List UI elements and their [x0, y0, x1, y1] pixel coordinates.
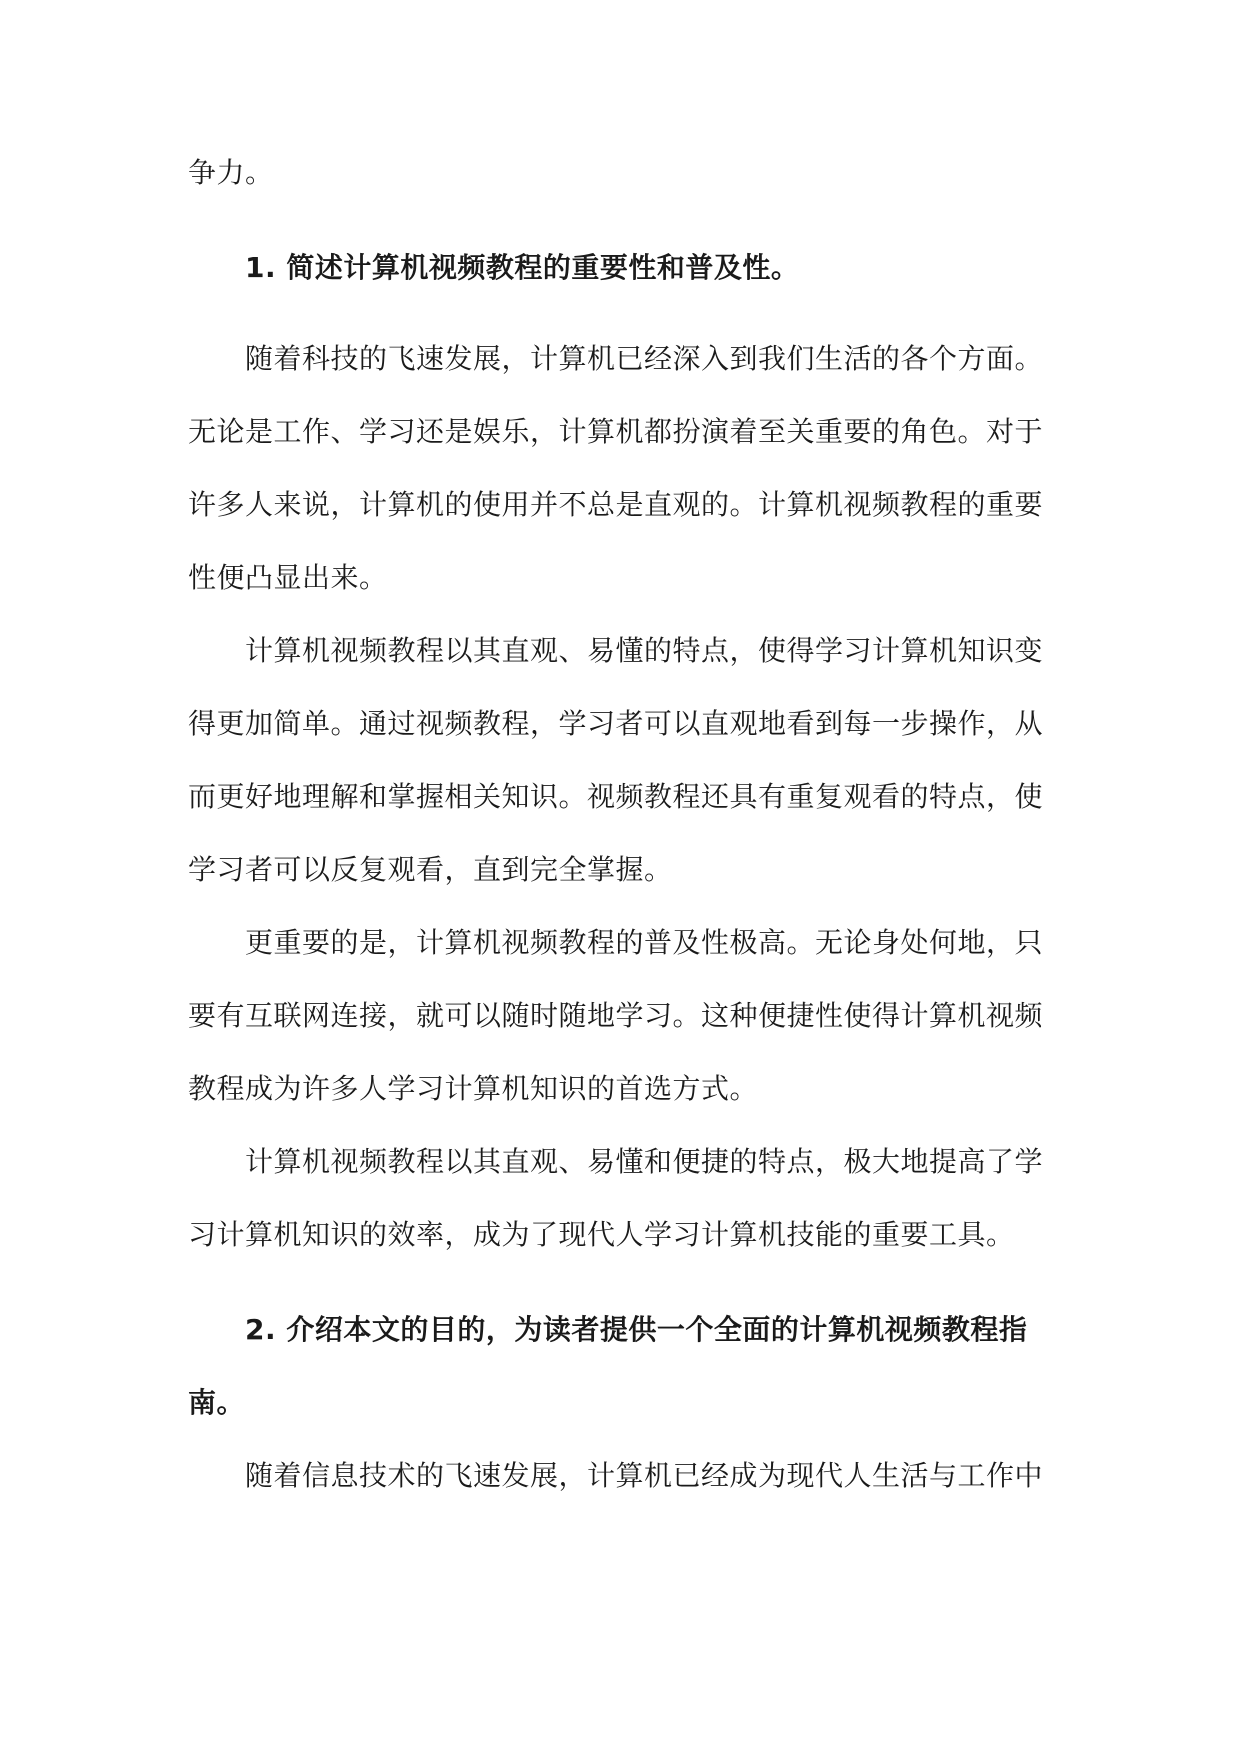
text-line: 随着信息技术的飞速发展，计算机已经成为现代人生活与工作中 [245, 1459, 1044, 1492]
text-line: 教程成为许多人学习计算机知识的首选方式。 [188, 1072, 759, 1105]
text-line: 得更加简单。通过视频教程，学习者可以直观地看到每一步操作，从 [188, 707, 1044, 740]
paragraph-gap [188, 304, 1056, 322]
text-line: 学习者可以反复观看，直到完全掌握。 [188, 853, 673, 886]
text-line: 争力。 [188, 156, 274, 189]
text-line: 而更好地理解和掌握相关知识。视频教程还具有重复观看的特点，使 [188, 780, 1044, 813]
paragraph-gap [188, 209, 1056, 231]
text-line: 随着科技的飞速发展，计算机已经深入到我们生活的各个方面。 [245, 342, 1044, 375]
text-line: 性便凸显出来。 [188, 561, 388, 594]
text-line: 计算机视频教程以其直观、易懂和便捷的特点，极大地提高了学 [245, 1145, 1044, 1178]
paragraph-gap [188, 1271, 1056, 1293]
section-heading-2: 2. 介绍本文的目的，为读者提供一个全面的计算机视频教程指 [245, 1313, 1028, 1346]
text-line: 要有互联网连接，就可以随时随地学习。这种便捷性使得计算机视频 [188, 999, 1044, 1032]
text-line: 无论是工作、学习还是娱乐，计算机都扮演着至关重要的角色。对于 [188, 415, 1044, 448]
document-body [188, 136, 1056, 1512]
section-heading-2-continued: 南。 [188, 1386, 246, 1419]
section-heading-1: 1. 简述计算机视频教程的重要性和普及性。 [245, 251, 800, 284]
text-line: 习计算机知识的效率，成为了现代人学习计算机技能的重要工具。 [188, 1218, 1015, 1251]
text-line: 更重要的是，计算机视频教程的普及性极高。无论身处何地，只 [245, 926, 1044, 959]
text-line: 计算机视频教程以其直观、易懂的特点，使得学习计算机知识变 [245, 634, 1044, 667]
text-line: 许多人来说，计算机的使用并不总是直观的。计算机视频教程的重要 [188, 488, 1044, 521]
